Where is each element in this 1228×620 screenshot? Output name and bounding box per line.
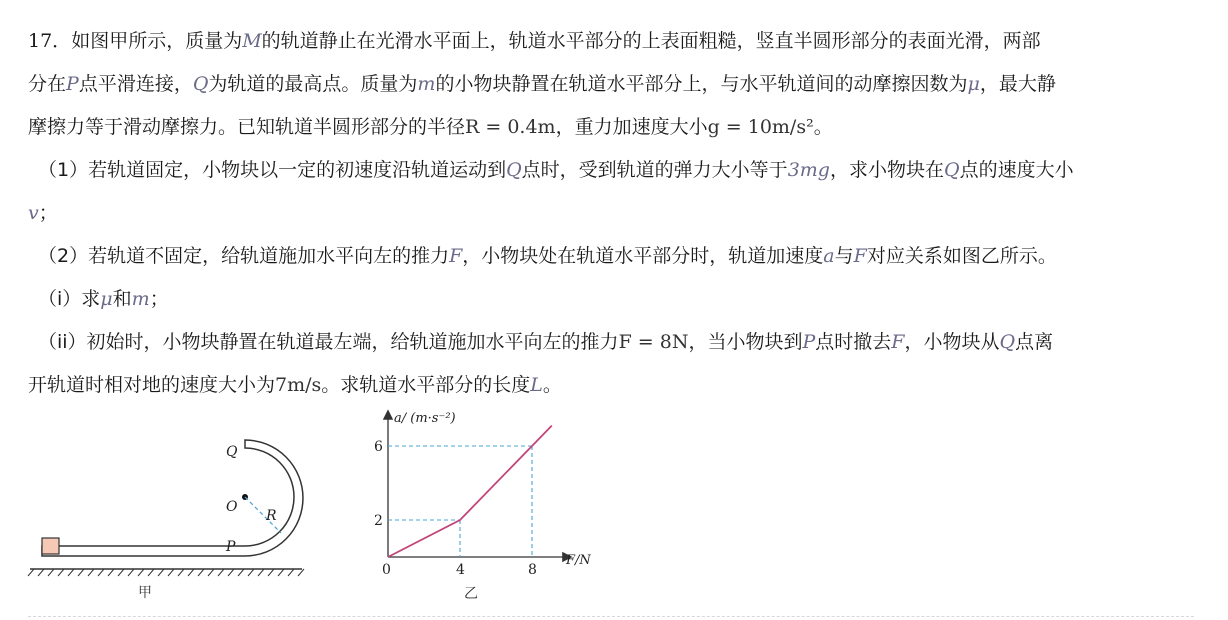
question-line-1 [28,20,1204,63]
text: 分在 [28,73,67,95]
math-P: P [66,73,79,95]
text: 。 [813,116,833,138]
y-tick-label: 2 [374,513,383,529]
figure-jia-track-diagram [20,430,320,610]
text: 为轨道的最高点。质量为 [208,73,418,95]
text: （i）求 [38,288,101,310]
x-axis-label: F/N [566,553,591,568]
question-line-7 [28,278,1204,321]
x-tick-label: 4 [456,562,465,578]
question-line-9 [28,364,1204,407]
series-line [388,426,552,557]
question-line-3 [28,106,1204,149]
math-m: m [131,288,150,310]
math-force: 3mg [787,159,830,181]
text: ，最大静 [979,73,1056,95]
math-F: F [891,331,905,353]
math-F: F [449,245,463,267]
text: 点时撤去 [815,331,892,353]
figure-yi-chart [360,402,610,612]
question-line-4 [28,149,1204,192]
math-radius: R = 0.4m [465,116,556,138]
text: ； [38,202,58,224]
math-a: a [823,245,835,267]
math-force-value: F = 8N [618,331,689,353]
text: ，当小物块到 [688,331,803,353]
math-F: F [853,245,867,267]
x-tick-label: 8 [528,562,537,578]
text: 和 [112,288,132,310]
text: ； [149,288,169,310]
text: ，重力加速度大小 [555,116,708,138]
small-block [42,538,59,554]
math-gravity: g = 10m/s² [707,116,814,138]
text: 。求轨道水平部分的长度 [321,374,531,396]
text: 开轨道时相对地的速度大小为 [28,374,276,396]
figure-caption-yi: 乙 [464,586,478,602]
ground-hatching [28,569,304,576]
math-Q: Q [999,331,1016,353]
text: 点平滑连接， [78,73,193,95]
label-P: P [226,539,236,555]
y-tick-label: 6 [374,439,383,455]
math-speed: 7m/s [275,374,322,396]
math-v: v [28,202,39,224]
question-number: 17． [28,30,72,52]
label-O: O [226,499,238,515]
text: 点的速度大小 [959,159,1074,181]
math-m: m [417,73,436,95]
question-line-2 [28,63,1204,106]
chart-marks [374,426,552,578]
question-line-8 [28,321,1204,364]
text: （ii）初始时，小物块静置在轨道最左端，给轨道施加水平向左的推力 [38,331,619,353]
text: 点时，受到轨道的弹力大小等于 [521,159,788,181]
text: （1）若轨道固定，小物块以一定的初速度沿轨道运动到 [38,159,507,181]
text: 。 [542,374,562,396]
text: 摩擦力等于滑动摩擦力。已知轨道半圆形部分的半径 [28,116,466,138]
question-17 [28,20,1204,407]
math-Q: Q [943,159,960,181]
text: （2）若轨道不固定，给轨道施加水平向左的推力 [38,245,450,267]
math-mu: μ [100,288,113,310]
question-line-6 [28,235,1204,278]
math-L: L [530,374,543,396]
text: 与 [834,245,854,267]
text: ，求小物块在 [829,159,944,181]
origin-label: 0 [382,562,391,578]
question-line-5 [28,192,1204,235]
text: 对应关系如图乙所示。 [866,245,1057,267]
math-P: P [802,331,816,353]
math-mu: μ [967,73,980,95]
text: 点离 [1015,331,1054,353]
text: ，小物块从 [904,331,1000,353]
figure-caption-jia: 甲 [138,585,152,601]
math-M: M [242,30,262,52]
bottom-separator [28,616,1194,617]
label-R: R [266,508,277,524]
text: ，小物块处在轨道水平部分时，轨道加速度 [462,245,824,267]
math-Q: Q [192,73,209,95]
text: 如图甲所示，质量为 [71,30,243,52]
track-body [42,440,303,556]
math-Q: Q [506,159,522,181]
y-axis-label: a/ (m·s⁻²) [394,411,456,426]
text: 的轨道静止在光滑水平面上，轨道水平部分的上表面粗糙，竖直半圆形部分的表面光滑，两部 [261,30,1041,52]
label-Q: Q [226,444,238,460]
text: 的小物块静置在轨道水平部分上，与水平轨道间的动摩擦因数为 [435,73,968,95]
